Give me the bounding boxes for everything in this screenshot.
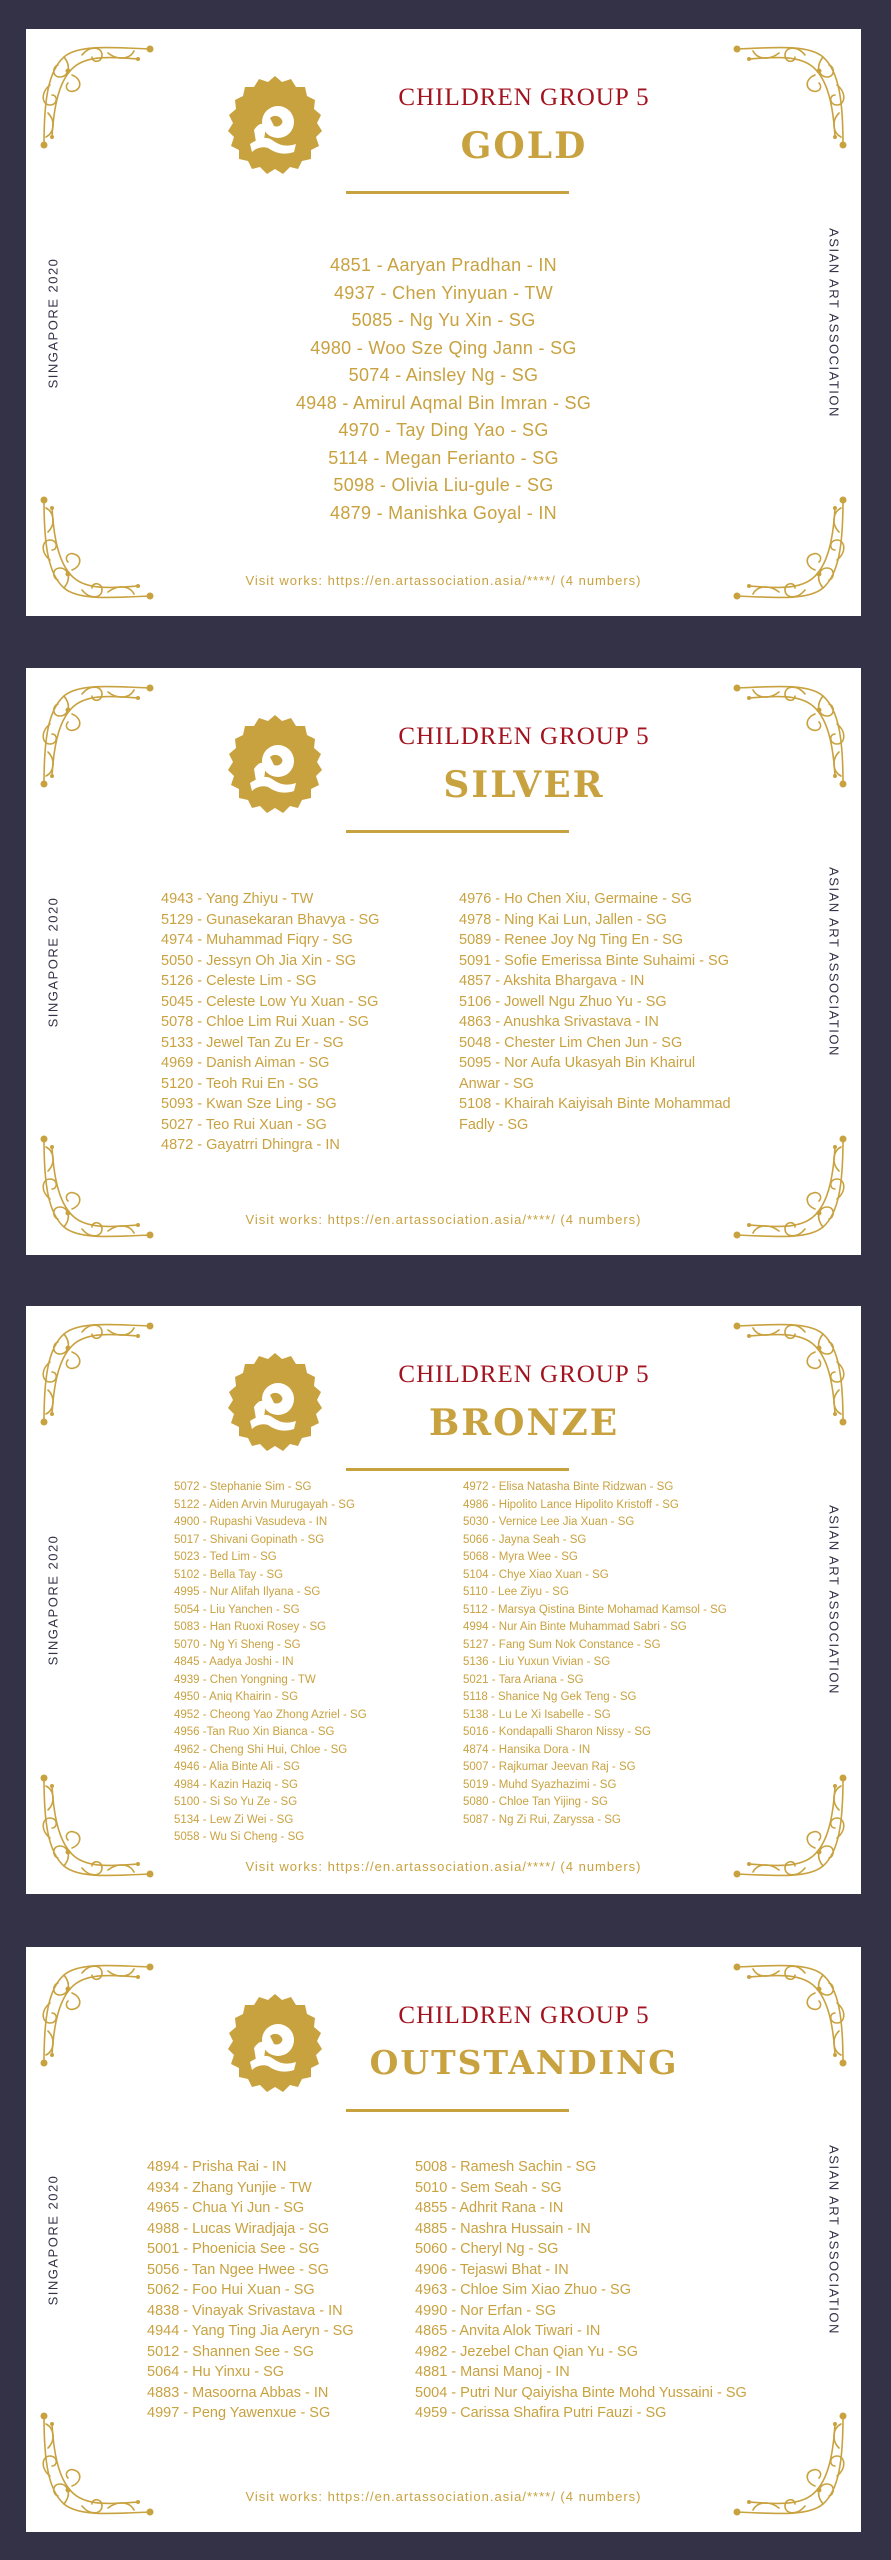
list-item: 4939 - Chen Yongning - TW — [174, 1673, 316, 1686]
list-item: 5087 - Ng Zi Rui, Zaryssa - SG — [463, 1813, 621, 1826]
list-item: 5114 - Megan Ferianto - SG — [328, 447, 559, 468]
side-label-left: SINGAPORE 2020 — [45, 1534, 61, 1666]
list-item: 5030 - Vernice Lee Jia Xuan - SG — [463, 1516, 635, 1528]
list-item: 4970 - Tay Ding Yao - SG — [338, 420, 549, 440]
list-item: 4988 - Lucas Wiradjaja - SG — [147, 2220, 330, 2237]
list-item: 5048 - Chester Lim Chen Jun - SG — [459, 1034, 683, 1051]
list-item: 5021 - Tara Ariana - SG — [463, 1673, 584, 1686]
winner-list-left — [147, 2157, 354, 2424]
list-item: 5012 - Shannen See - SG — [147, 2343, 314, 2360]
side-label-left: SINGAPORE 2020 — [45, 257, 61, 388]
award-card-gold — [26, 29, 861, 616]
list-item: 5098 - Olivia Liu-gule - SG — [333, 475, 554, 495]
list-item: 5068 - Myra Wee - SG — [463, 1551, 578, 1563]
award-card-silver — [26, 668, 861, 1255]
list-item: 4984 - Kazin Haziq - SG — [174, 1778, 299, 1791]
list-item: 5007 - Rajkumar Jeevan Raj - SG — [463, 1761, 636, 1773]
award-title: GOLD — [460, 125, 588, 167]
list-item: 4883 - Masoorna Abbas - IN — [147, 2384, 329, 2401]
list-item: 4944 - Yang Ting Jia Aeryn - SG — [147, 2323, 354, 2339]
list-item: 5019 - Muhd Syazhazimi - SG — [463, 1778, 617, 1791]
list-item: 5050 - Jessyn Oh Jia Xin - SG — [161, 952, 357, 969]
award-title: BRONZE — [428, 1402, 620, 1444]
list-item: Fadly - SG — [459, 1116, 529, 1133]
association-logo-icon — [220, 1351, 330, 1461]
list-item: 4986 - Hipolito Lance Hipolito Kristoff - SG — [463, 1498, 679, 1511]
footer-link-text: Visit works: https://en.artassociation.asia/****/ (4 numbers) — [245, 573, 642, 588]
award-title: SILVER — [443, 764, 605, 806]
list-item: 4994 - Nur Ain Binte Muhammad Sabri - SG — [463, 1621, 687, 1633]
list-item: 4900 - Rupashi Vasudeva - IN — [174, 1516, 328, 1528]
list-item: 5106 - Jowell Ngu Zhuo Yu - SG — [459, 993, 667, 1010]
winner-list-left — [174, 1479, 367, 1847]
list-item: 5010 - Sem Seah - SG — [415, 2179, 562, 2196]
winner-list-right — [463, 1479, 727, 1829]
side-label-right: ASIAN ART ASSOCIATION — [826, 2144, 842, 2335]
list-item: 4969 - Danish Aiman - SG — [161, 1055, 330, 1071]
list-item: 4952 - Cheong Yao Zhong Azriel - SG — [174, 1708, 367, 1721]
list-item: 4872 - Gayatrri Dhingra - IN — [161, 1137, 340, 1153]
list-item: 5027 - Teo Rui Xuan - SG — [161, 1116, 327, 1133]
list-item: 5017 - Shivani Gopinath - SG — [174, 1533, 325, 1546]
list-item: 4995 - Nur Alifah Ilyana - SG — [174, 1586, 321, 1598]
list-item: 5001 - Phoenicia See - SG — [147, 2241, 320, 2257]
list-item: Anwar - SG — [459, 1075, 534, 1092]
list-item: 4980 - Woo Sze Qing Jann - SG — [310, 337, 577, 358]
list-item: 5066 - Jayna Seah - SG — [463, 1533, 587, 1546]
list-item: 4965 - Chua Yi Jun - SG — [147, 2200, 305, 2216]
footer-link-text: Visit works: https://en.artassociation.asia/****/ (4 numbers) — [245, 2489, 642, 2504]
list-item: 5118 - Shanice Ng Gek Teng - SG — [463, 1691, 637, 1703]
group-title: CHILDREN GROUP 5 — [398, 2002, 650, 2029]
winner-list-right — [415, 2157, 747, 2424]
list-item: 5138 - Lu Le Xi Isabelle - SG — [463, 1708, 611, 1721]
list-item: 4885 - Nashra Hussain - IN — [415, 2220, 591, 2237]
side-label-left: SINGAPORE 2020 — [45, 896, 61, 1027]
list-item: 4881 - Mansi Manoj - IN — [415, 2364, 570, 2380]
list-item: 5078 - Chloe Lim Rui Xuan - SG — [161, 1014, 369, 1030]
winner-list — [26, 252, 861, 527]
footer-link-text: Visit works: https://en.artassociation.asia/****/ (4 numbers) — [245, 1212, 642, 1227]
list-item: 5110 - Lee Ziyu - SG — [463, 1586, 569, 1598]
list-item: 5080 - Chloe Tan Yijing - SG — [463, 1796, 608, 1808]
list-item: 5120 - Teoh Rui En - SG — [161, 1075, 319, 1092]
list-item: 4894 - Prisha Rai - IN — [147, 2159, 287, 2175]
list-item: 4943 - Yang Zhiyu - TW — [161, 891, 314, 907]
list-item: 5127 - Fang Sum Nok Constance - SG — [463, 1638, 661, 1651]
list-item: 4997 - Peng Yawenxue - SG — [147, 2405, 331, 2421]
list-item: 4950 - Aniq Khairin - SG — [174, 1691, 299, 1703]
list-item: 5100 - Si So Yu Ze - SG — [174, 1796, 298, 1808]
group-title: CHILDREN GROUP 5 — [398, 84, 650, 111]
list-item: 5072 - Stephanie Sim - SG — [174, 1481, 312, 1493]
list-item: 5083 - Han Ruoxi Rosey - SG — [174, 1621, 327, 1633]
list-item: 4974 - Muhammad Fiqry - SG — [161, 932, 353, 948]
list-item: 5134 - Lew Zi Wei - SG — [174, 1813, 294, 1826]
list-item: 4962 - Cheng Shi Hui, Chloe - SG — [174, 1743, 348, 1756]
list-item: 5104 - Chye Xiao Xuan - SG — [463, 1568, 609, 1581]
list-item: 4874 - Hansika Dora - IN — [463, 1743, 591, 1756]
list-item: 5064 - Hu Yinxu - SG — [147, 2364, 285, 2380]
list-item: 5122 - Aiden Arvin Murugayah - SG — [174, 1498, 355, 1511]
award-card-outstanding — [26, 1947, 861, 2532]
list-item: 4976 - Ho Chen Xiu, Germaine - SG — [459, 891, 692, 907]
group-title: CHILDREN GROUP 5 — [398, 1361, 650, 1388]
list-item: 4946 - Alia Binte Ali - SG — [174, 1761, 300, 1773]
divider — [346, 2109, 569, 2112]
list-item: 4990 - Nor Erfan - SG — [415, 2302, 557, 2319]
list-item: 4956 -Tan Ruo Xin Bianca - SG — [174, 1726, 335, 1738]
list-item: 4851 - Aaryan Pradhan - IN — [330, 255, 557, 275]
list-item: 5045 - Celeste Low Yu Xuan - SG — [161, 993, 379, 1010]
list-item: 4845 - Aadya Joshi - IN — [174, 1656, 294, 1668]
list-item: 5085 - Ng Yu Xin - SG — [351, 310, 536, 330]
list-item: 4948 - Amirul Aqmal Bin Imran - SG — [295, 392, 592, 413]
list-item: 5062 - Foo Hui Xuan - SG — [147, 2282, 315, 2298]
list-item: 4937 - Chen Yinyuan - TW — [334, 282, 553, 303]
list-item: 4838 - Vinayak Srivastava - IN — [147, 2302, 343, 2319]
list-item: 5070 - Ng Yi Sheng - SG — [174, 1638, 301, 1651]
list-item: 5060 - Cheryl Ng - SG — [415, 2241, 559, 2257]
list-item: 5126 - Celeste Lim - SG — [161, 973, 317, 989]
divider — [346, 191, 569, 194]
winner-list-left — [161, 889, 379, 1156]
list-item: 4934 - Zhang Yunjie - TW — [147, 2179, 312, 2196]
list-item: 4906 - Tejaswi Bhat - IN — [415, 2261, 569, 2278]
footer-link-text: Visit works: https://en.artassociation.asia/****/ (4 numbers) — [245, 1859, 642, 1874]
list-item: 5008 - Ramesh Sachin - SG — [415, 2159, 597, 2175]
divider — [346, 1468, 569, 1471]
side-label-right: ASIAN ART ASSOCIATION — [826, 1505, 842, 1695]
side-label-right: ASIAN ART ASSOCIATION — [826, 866, 842, 1057]
list-item: 4978 - Ning Kai Lun, Jallen - SG — [459, 911, 667, 928]
list-item: 5004 - Putri Nur Qaiyisha Binte Mohd Yussaini - SG — [415, 2384, 747, 2401]
list-item: 5089 - Renee Joy Ng Ting En - SG — [459, 932, 684, 948]
list-item: 5074 - Ainsley Ng - SG — [348, 365, 539, 385]
list-item: 5108 - Khairah Kaiyisah Binte Mohammad — [459, 1096, 731, 1112]
list-item: 4857 - Akshita Bhargava - IN — [459, 973, 645, 989]
winner-list-right — [459, 889, 731, 1135]
list-item: 5016 - Kondapalli Sharon Nissy - SG — [463, 1726, 651, 1738]
divider — [346, 830, 569, 833]
award-title: OUTSTANDING — [369, 2043, 679, 2082]
award-card-bronze — [26, 1306, 861, 1894]
side-label-right: ASIAN ART ASSOCIATION — [826, 227, 842, 418]
list-item: 4959 - Carissa Shafira Putri Fauzi - SG — [415, 2405, 667, 2421]
list-item: 5129 - Gunasekaran Bhavya - SG — [161, 911, 380, 928]
association-logo-icon — [220, 1992, 330, 2102]
group-title: CHILDREN GROUP 5 — [398, 723, 650, 750]
list-item: 4963 - Chloe Sim Xiao Zhuo - SG — [415, 2282, 631, 2298]
list-item: 5023 - Ted Lim - SG — [174, 1551, 277, 1563]
list-item: 5054 - Liu Yanchen - SG — [174, 1603, 300, 1616]
list-item: 5133 - Jewel Tan Zu Er - SG — [161, 1034, 344, 1051]
list-item: 5093 - Kwan Sze Ling - SG — [161, 1096, 337, 1112]
list-item: 4879 - Manishka Goyal - IN — [330, 502, 557, 523]
list-item: 4982 - Jezebel Chan Qian Yu - SG — [415, 2343, 639, 2360]
list-item: 5112 - Marsya Qistina Binte Mohamad Kamsol - SG — [463, 1603, 727, 1616]
list-item: 4855 - Adhrit Rana - IN — [415, 2200, 564, 2216]
list-item: 5056 - Tan Ngee Hwee - SG — [147, 2261, 329, 2278]
list-item: 4863 - Anushka Srivastava - IN — [459, 1014, 659, 1030]
list-item: 4865 - Anvita Alok Tiwari - IN — [415, 2323, 601, 2339]
list-item: 5095 - Nor Aufa Ukasyah Bin Khairul — [459, 1055, 696, 1071]
list-item: 4972 - Elisa Natasha Binte Ridzwan - SG — [463, 1481, 674, 1493]
list-item: 5136 - Liu Yuxun Vivian - SG — [463, 1656, 611, 1668]
association-logo-icon — [220, 713, 330, 823]
list-item: 5058 - Wu Si Cheng - SG — [174, 1831, 305, 1843]
association-logo-icon — [220, 74, 330, 184]
list-item: 5091 - Sofie Emerissa Binte Suhaimi - SG — [459, 952, 729, 969]
side-label-left: SINGAPORE 2020 — [45, 2174, 61, 2305]
list-item: 5102 - Bella Tay - SG — [174, 1568, 284, 1581]
